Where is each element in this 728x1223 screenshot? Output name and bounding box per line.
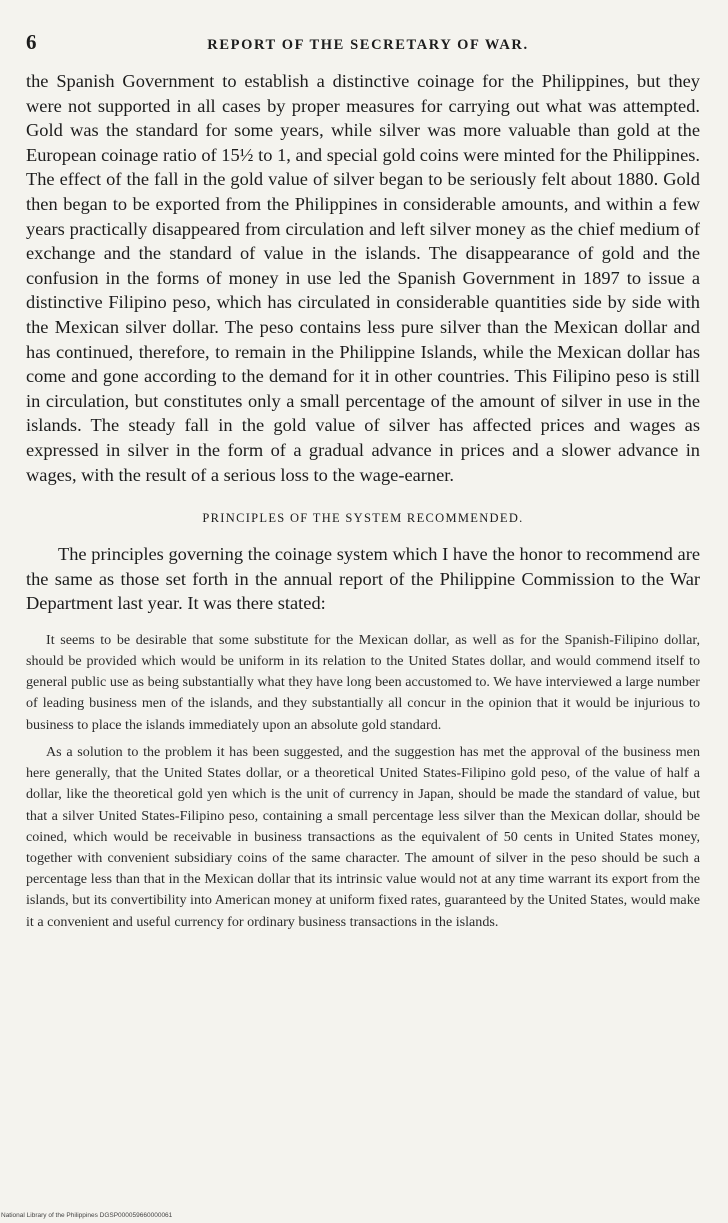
- scan-footer: National Library of the Philippines DGSP000059660000061: [1, 1212, 173, 1219]
- running-head: REPORT OF THE SECRETARY OF WAR.: [207, 37, 529, 53]
- quotation-block: [26, 630, 700, 933]
- body-paragraph-1: the Spanish Government to establish a distinctive coinage for the Philippines, but they were not supported in all cases by proper measures for carrying out what was attempted. Gold was the standard for some years, while silver was more valuable than gold at the European coinage ratio of 15½ to 1, and special gold coins were minted for the Philippines. The effect of the fall in the gold value of silver began to be seriously felt about 1880. Gold then began to be exported from the Philippines in considerable amounts, and within a few years practically disappeared from circulation and left silver money as the chief medium of exchange and the standard of value in the islands. The disappearance of gold and the confusion in the forms of money in use led the Spanish Government in 1897 to issue a distinctive Filipino peso, which has circulated in considerable quantities side by side with the Mexican silver dollar. The peso contains less pure silver than the Mexican dollar and has continued, therefore, to remain in the Philippine Islands, while the Mexican dollar has come and gone according to the demand for it in other countries. This Filipino peso is still in circulation, but constitutes only a small percentage of the amount of silver in use in the islands. The steady fall in the gold value of silver has affected prices and wages as expressed in silver in the form of a gradual advance in prices and a slower advance in wages, with the result of a serious loss to the wage-earner.: [26, 71, 700, 485]
- section-heading: PRINCIPLES OF THE SYSTEM RECOMMENDED.: [202, 511, 524, 526]
- page-header: [26, 30, 700, 55]
- page-number: 6: [26, 30, 37, 54]
- body-paragraph-2: The principles governing the coinage system which I have the honor to recommend are the same as those set forth in the annual report of the Philippine Commission to the War Department last year. It was there stated:: [26, 544, 700, 614]
- quote-paragraph-1: It seems to be desirable that some substitute for the Mexican dollar, as well as for the Spanish-Filipino dollar, should be provided which would be uniform in its relation to the United States dollar, and would commend itself to general public use as being substantially what they have long been accustomed to. We have interviewed a large number of leading business men of the islands, and they substantially all concur in the opinion that it would be injurious to business to place the islands immediately upon an absolute gold standard.: [26, 631, 700, 733]
- document-page: [26, 30, 700, 933]
- quote-paragraph-2: As a solution to the problem it has been suggested, and the suggestion has met the approval of the business men here generally, that the United States dollar, or a theoretical United States-Filipino gold peso, of the value of half a dollar, like the theoretical gold yen which is the unit of currency in Japan, should be made the standard of value, but that a silver United States-Filipino peso, containing a small percentage less silver than the Mexican dollar, should be coined, which would be receivable in business transactions as the equivalent of 50 cents in United States money, together with convenient subsidiary coins of the same character. The amount of silver in the peso should be such a percentage less than that in the Mexican dollar that its intrinsic value would not at any time warrant its export from the islands, but its convertibility into American money at uniform fixed rates, guaranteed by the United States, would make it a convenient and useful currency for ordinary business transactions in the islands.: [26, 743, 700, 930]
